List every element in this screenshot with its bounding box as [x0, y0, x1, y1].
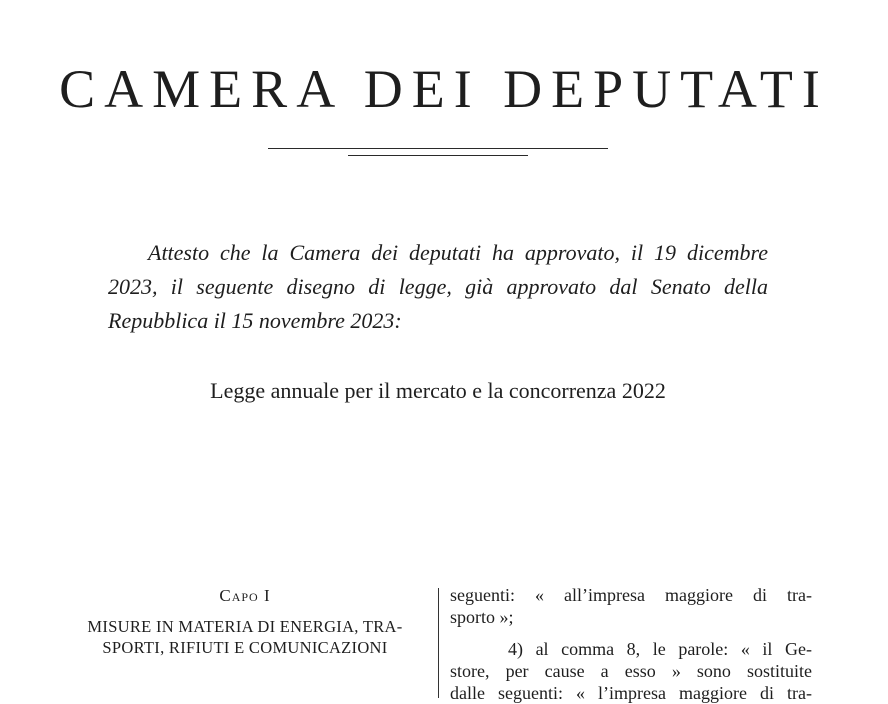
- chapter-heading-line: SPORTI, RIFIUTI E COMUNICAZIONI: [102, 638, 388, 657]
- attestation-paragraph: [108, 236, 768, 338]
- body-line: store, per cause a esso » sono sostituite: [450, 661, 812, 681]
- title-rule-upper: [268, 148, 608, 149]
- law-title: Legge annuale per il mercato e la concorrenza 2022: [210, 378, 666, 403]
- chapter-heading-line: MISURE IN MATERIA DI ENERGIA, TRA-: [87, 617, 403, 636]
- body-line: seguenti: « all’impresa maggiore di tra-: [450, 585, 812, 605]
- column-divider: [438, 588, 439, 698]
- body-line: dalle seguenti: « l’impresa maggiore di tra-: [450, 683, 812, 703]
- chapter-label: [62, 586, 428, 606]
- body-line: 4) al comma 8, le parole: « il Ge-: [508, 639, 812, 659]
- chapter-block: [62, 586, 428, 658]
- attestation-line: 2023, il seguente disegno di legge, già approvato dal Senato della: [108, 274, 768, 299]
- title-rule-lower: [348, 155, 528, 156]
- body-line: sporto »;: [450, 607, 514, 627]
- attestation-line: Repubblica il 15 novembre 2023:: [108, 308, 402, 333]
- chapter-label-prefix: Capo: [219, 586, 259, 605]
- right-column-text: [450, 584, 812, 704]
- chapter-label-number: I: [263, 586, 271, 605]
- masthead-title: CAMERA DEI DEPUTATI: [59, 59, 829, 119]
- chapter-heading: [62, 616, 428, 658]
- attestation-line: Attesto che la Camera dei deputati ha approvato, il 19 dicembre: [148, 240, 768, 265]
